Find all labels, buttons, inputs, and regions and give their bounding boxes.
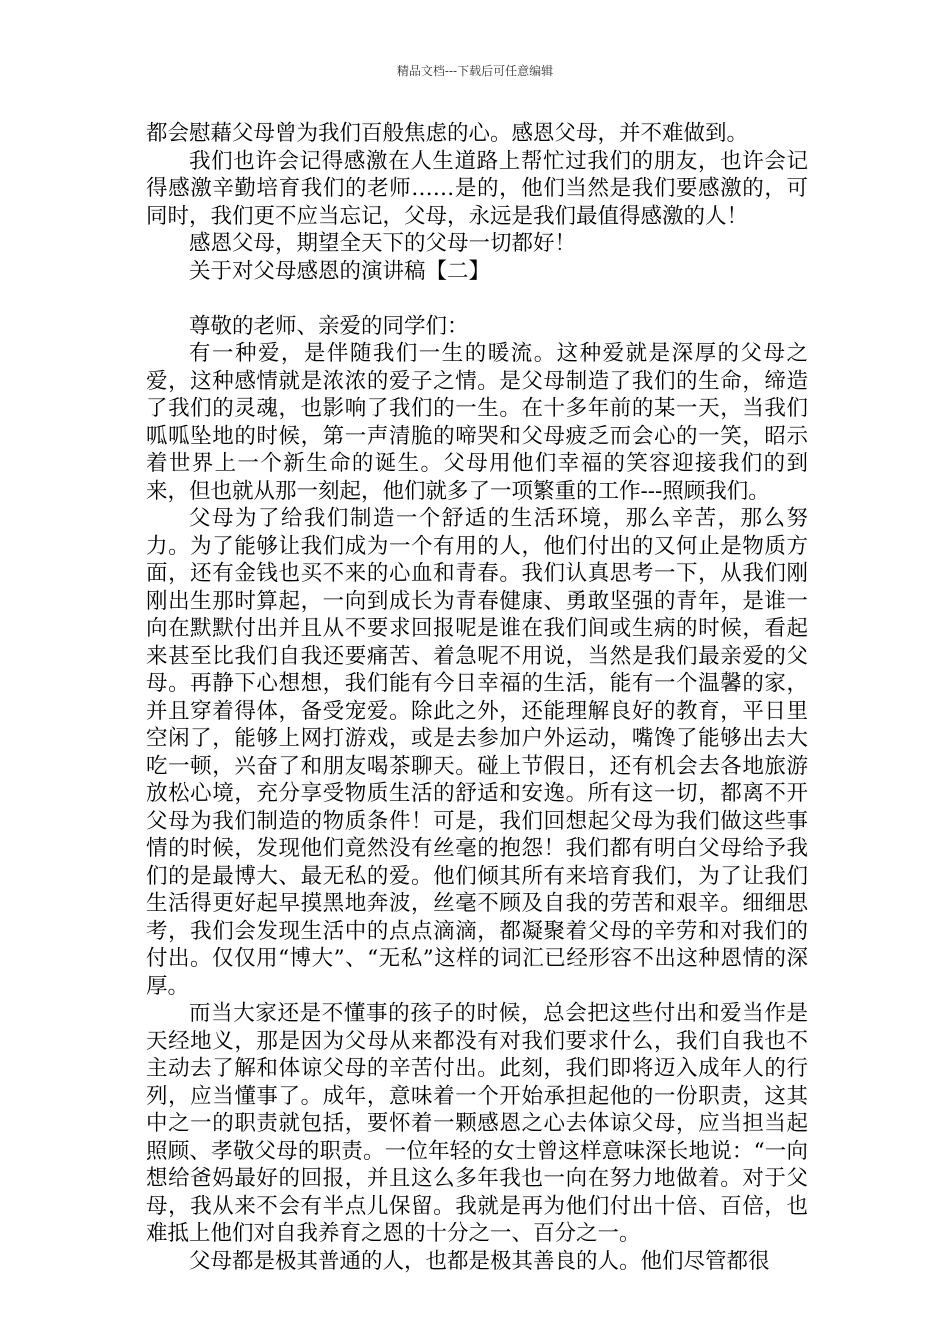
paragraph: 感恩父母，期望全天下的父母一切都好！	[189, 231, 577, 256]
paragraph: 关于对父母感恩的演讲稿【二】	[189, 258, 491, 284]
paragraph: 父母为了给我们制造一个舒适的生活环境，那么辛苦，那么努力。为了能够让我们成为一个有用的人，他们付出的又何止是物质方面，还有金钱也买不来的心血和青春。我们认真思考一下，从我们刚刚出生那时算起，一向到成长为青春健康、勇敢坚强的青年，是谁一向在默默付出并且从不要求回报呢是谁在我们间或生病的时候，看起来甚至比我们自我还要痛苦、着急呢不用说，当然是我们最亲爱的父母。再静下心想想，我们能有今日幸福的生活，能有一个温馨的家，并且穿着得体，备受宠爱。除此之外，还能理解良好的教育，平日里空闲了，能够上网打游戏，或是去参加户外运动，嘴馋了能够出去大吃一顿，兴奋了和朋友喝茶聊天。碰上节假日，还有机会去各地旅游放松心境，充分享受物质生活的舒适和安逸。所有这一切，都离不开父母为我们制造的物质条件！可是，我们回想起父母为我们做这些事情的时候，发现他们竟然没有丝毫的抱怨！我们都有明白父母给予我们的是最博大、最无私的爱。他们倾其所有来培育我们，为了让我们生活得更好起早摸黑地奔波，丝毫不顾及自我的劳苦和艰辛。细细思考，我们会发现生活中的点点滴滴，都凝聚着父母的辛劳和对我们的付出。仅仅用“博大”、“无私”这样的词汇已经形容不出这种恩情的深厚。	[146, 506, 808, 999]
paragraph: 而当大家还是不懂事的孩子的时候，总会把这些付出和爱当作是天经地义，那是因为父母从来都没有对我们要求什么，我们自我也不主动去了解和体谅父母的辛苦付出。此刻，我们即将迈入成年人的行列，应当懂事了。成年，意味着一个开始承担起他的一份职责，这其中之一的职责就包括，要怀着一颗感恩之心去体谅父母，应当担当起照顾、孝敬父母的职责。一位年轻的女士曾这样意味深长地说：“一向想给爸妈最好的回报，并且这么多年我也一向在努力地做着。对于父母，我从来不会有半点儿保留。我就是再为他们付出十倍、百倍，也难抵上他们对自我养育之恩的十分之一、百分之一。	[146, 1001, 808, 1246]
page-header: 精品文档---下载后可任意编辑	[396, 64, 554, 78]
blank-line	[146, 285, 808, 313]
paragraph: 我们也许会记得感激在人生道路上帮忙过我们的朋友，也许会记得感激辛勤培育我们的老师……是的，他们当然是我们要感激的，可同时，我们更不应当忘记，父母，永远是我们最值得感激的人！	[146, 148, 808, 229]
paragraph: 尊敬的老师、亲爱的同学们：	[189, 313, 469, 339]
paragraph: 都会慰藉父母曾为我们百般焦虑的心。感恩父母，并不难做到。	[146, 121, 749, 146]
paragraph: 父母都是极其普通的人，也都是极其善良的人。他们尽管都很	[189, 1248, 770, 1274]
paragraph: 有一种爱，是伴随我们一生的暖流。这种爱就是深厚的父母之爱，这种感情就是浓浓的爱子之情。是父母制造了我们的生命，缔造了我们的灵魂，也影响了我们的一生。在十多年前的某一天，当我们呱呱坠地的时候，第一声清脆的啼哭和父母疲乏而会心的一笑，昭示着世界上一个新生命的诞生。父母用他们幸福的笑容迎接我们的到来，但也就从那一刻起，他们就多了一项繁重的工作---照顾我们。	[146, 341, 808, 504]
document-body	[146, 120, 808, 1275]
